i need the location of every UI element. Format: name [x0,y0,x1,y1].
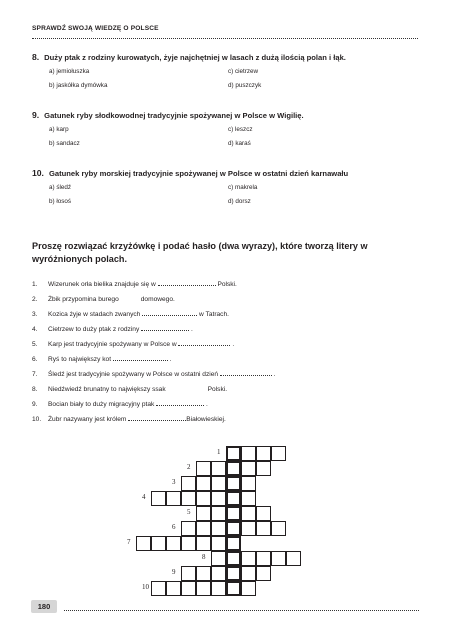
crossword-cell[interactable] [271,446,286,461]
option-c: c) makrela [228,184,258,191]
clue-text: Wizerunek orła bielika znajduje się w [48,281,156,288]
crossword-cell[interactable] [241,551,256,566]
clue-text: Ryś to największy kot [48,356,112,363]
crossword-cell[interactable] [256,461,271,476]
crossword-cell[interactable] [241,491,256,506]
crossword-row-number: 2 [187,463,191,471]
clue-number: 3. [32,311,38,318]
footer-divider [64,610,419,611]
crossword-cell[interactable] [271,521,286,536]
crossword-cell[interactable] [196,536,211,551]
answer-blank[interactable] [220,371,272,376]
crossword-cell[interactable] [196,581,211,596]
option-b: b) sandacz [49,140,80,147]
crossword-cell-highlighted[interactable] [226,566,241,581]
answer-blank[interactable] [128,416,186,421]
crossword-cell[interactable] [196,566,211,581]
clue-text: Bocian biały to duży migracyjny ptak [48,401,155,408]
question-9 [32,110,304,120]
crossword-cell[interactable] [211,566,226,581]
clue-7 [32,371,276,378]
crossword-cell[interactable] [256,521,271,536]
crossword-cell[interactable] [151,581,166,596]
crossword-cell[interactable] [196,491,211,506]
crossword-cell[interactable] [136,536,151,551]
option-c: c) cietrzew [228,68,259,75]
crossword-cell[interactable] [286,551,301,566]
clue-10 [32,416,226,423]
clue-number: 6. [32,356,38,363]
clue-text-end: Białowieskiej. [186,416,226,423]
crossword-cell-highlighted[interactable] [226,476,241,491]
clue-text-end: Polski. [207,386,228,393]
answer-blank[interactable] [178,341,230,346]
crossword-cell-highlighted[interactable] [226,446,241,461]
option-d: d) puszczyk [228,82,262,89]
option-c: c) leszcz [228,126,253,133]
crossword-cell-highlighted[interactable] [226,461,241,476]
clue-number: 2. [32,296,38,303]
crossword-cell[interactable] [241,581,256,596]
option-a: a) karp [49,126,69,133]
crossword-row-number: 8 [202,553,206,561]
question-8 [32,52,346,62]
crossword-cell-highlighted[interactable] [226,491,241,506]
crossword-cell[interactable] [181,491,196,506]
clue-text-end: . [169,356,172,363]
clue-number: 9. [32,401,38,408]
question-10 [32,168,348,178]
clue-text: Cietrzew to duży ptak z rodziny [48,326,140,333]
crossword-cell[interactable] [196,461,211,476]
clue-text-end: w Tatrach. [199,311,229,318]
crossword-row-number: 6 [172,523,176,531]
crossword-cell[interactable] [241,476,256,491]
crossword-cell[interactable] [256,566,271,581]
question-text: Gatunek ryby słodkowodnej tradycyjnie spożywanej w Polsce w Wigilię. [44,111,304,120]
crossword-cell[interactable] [181,521,196,536]
crossword-row-number: 5 [187,508,191,516]
section-header: SPRAWDŹ SWOJĄ WIEDZĘ O POLSCE [32,25,159,32]
option-a: a) jemiołuszka [49,68,90,75]
clue-number: 5. [32,341,38,348]
crossword-row-number: 3 [172,478,176,486]
answer-blank[interactable] [113,356,168,361]
crossword-cell[interactable] [256,506,271,521]
clue-text: Żubr nazywany jest królem [48,416,127,423]
clue-text-end: . [205,401,208,408]
clue-text: Karp jest tradycyjnie spożywany w Polsce w [48,341,177,348]
clue-4 [32,326,193,333]
clue-2 [32,296,175,303]
clue-text-end: . [232,341,235,348]
question-number: 9. [32,110,40,120]
crossword-cell-highlighted[interactable] [226,536,241,551]
crossword-cell[interactable] [211,521,226,536]
crossword-cell[interactable] [211,536,226,551]
crossword-row-number: 10 [142,583,149,591]
crossword-row-number: 9 [172,568,176,576]
crossword-cell[interactable] [241,521,256,536]
crossword-cell[interactable] [256,446,271,461]
crossword-cell[interactable] [211,551,226,566]
crossword-cell[interactable] [181,536,196,551]
clue-number: 1. [32,281,38,288]
clue-9 [32,401,208,408]
crossword-cell[interactable] [271,551,286,566]
crossword-cell-highlighted[interactable] [226,521,241,536]
crossword-row-number: 7 [127,538,131,546]
option-d: d) karaś [228,140,251,147]
option-d: d) dorsz [228,198,251,205]
crossword-cell[interactable] [151,491,166,506]
crossword-cell[interactable] [241,461,256,476]
clue-3 [32,311,229,318]
option-b: b) jaskółka dymówka [49,82,108,89]
crossword-row-number: 4 [142,493,146,501]
clue-text: Żbik przypomina burego [48,296,119,303]
clue-5 [32,341,234,348]
header-divider [32,38,418,39]
option-b: b) łosoś [49,198,72,205]
clue-1 [32,281,237,288]
clue-text: Śledź jest tradycyjnie spożywany w Polsce w ostatni dzień [48,371,219,378]
crossword-cell[interactable] [211,476,226,491]
crossword-cell[interactable] [181,476,196,491]
crossword-cell[interactable] [241,446,256,461]
crossword-cell[interactable] [166,491,181,506]
task-instruction: Proszę rozwiązać krzyżówkę i podać hasło (dwa wyrazy), które tworzą litery w wyróżnionych polach. [32,241,368,264]
crossword-cell[interactable] [166,581,181,596]
crossword-cell[interactable] [196,506,211,521]
question-text: Gatunek ryby morskiej tradycyjnie spożywanej w Polsce w ostatni dzień karnawału [48,169,349,178]
clue-number: 7. [32,371,38,378]
crossword-cell[interactable] [166,536,181,551]
crossword-cell[interactable] [241,506,256,521]
crossword-cell[interactable] [211,461,226,476]
crossword-cell-highlighted[interactable] [226,506,241,521]
clue-number: 4. [32,326,38,333]
crossword-cell[interactable] [196,521,211,536]
crossword-cell[interactable] [241,566,256,581]
crossword-cell[interactable] [211,491,226,506]
crossword-cell-highlighted[interactable] [226,551,241,566]
clue-6 [32,356,172,363]
option-a: a) śledź [49,184,72,191]
clue-text-end: Polski. [217,281,237,288]
answer-blank[interactable] [141,326,189,331]
clue-text: Niedźwiedź brunatny to największy ssak [48,386,166,393]
clue-text-end: . [190,326,193,333]
clue-number: 8. [32,386,38,393]
clue-text: Kozica żyje w stadach zwanych [48,311,141,318]
crossword-cell[interactable] [181,581,196,596]
question-number: 8. [32,52,40,62]
answer-blank[interactable] [142,311,197,316]
question-number: 10. [32,168,44,178]
page-number: 180 [31,600,57,613]
crossword-cell[interactable] [211,581,226,596]
crossword-cell[interactable] [196,476,211,491]
clue-text-end: domowego. [140,296,175,303]
crossword-cell[interactable] [151,536,166,551]
crossword-cell[interactable] [211,506,226,521]
crossword-cell[interactable] [181,566,196,581]
crossword-cell-highlighted[interactable] [226,581,241,596]
clue-8 [32,386,227,393]
crossword-cell[interactable] [256,551,271,566]
clue-text-end: . [273,371,276,378]
answer-blank[interactable] [156,401,204,406]
answer-blank[interactable] [158,281,216,286]
clue-number: 10. [32,416,42,423]
question-text: Duży ptak z rodziny kurowatych, żyje najchętniej w lasach z dużą ilością polan i łąk. [44,53,346,62]
crossword-row-number: 1 [217,448,221,456]
